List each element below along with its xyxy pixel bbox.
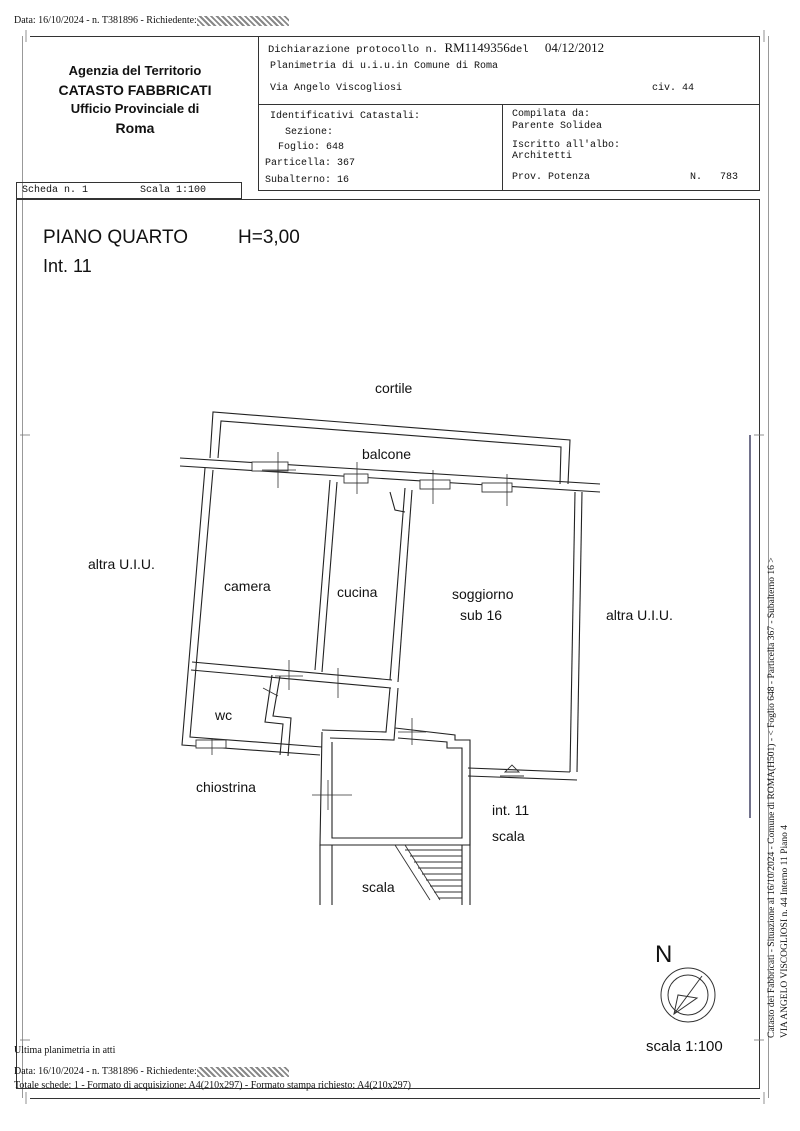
sezione: Sezione: (285, 127, 334, 138)
room-cucina: cucina (337, 584, 378, 600)
room-wc: wc (215, 707, 233, 723)
prov: Prov. Potenza (512, 172, 591, 183)
room-chiostrina: chiostrina (196, 779, 256, 795)
floor-title: PIANO QUARTO (43, 227, 188, 248)
declaration-date: 04/12/2012 (544, 40, 605, 55)
civ-number: civ. 44 (652, 83, 695, 94)
top-date-text: Data: 16/10/2024 - n. T381896 - Richiedente: (14, 15, 197, 26)
redacted-requester-footer (197, 1067, 289, 1077)
declaration-del: del (509, 44, 529, 56)
north-arrow-icon (661, 968, 715, 1022)
planimetria-line: Planimetria di u.i.u.in Comune di Roma (270, 61, 499, 72)
room-altra-left: altra U.I.U. (88, 556, 155, 572)
north-label: N (655, 941, 673, 968)
room-cortile: cortile (375, 380, 413, 396)
agency-line3: Ufficio Provinciale di (70, 101, 200, 116)
room-int11: int. 11 (492, 802, 530, 818)
side-line-1: Catasto dei Fabbricati - Situazione al 16/10/2024 - Comune di ROMA(H501) - < Foglio 648 - Particella 367 - Subalterno 16 > (767, 557, 777, 1038)
footer-date-line (14, 1066, 289, 1077)
iscritto-label: Iscritto all'albo: (512, 140, 621, 151)
scheda-scale: Scala 1:100 (140, 185, 207, 196)
scheda-number: Scheda n. 1 (22, 185, 89, 196)
room-scala-2: scala (362, 879, 395, 895)
address-line: Via Angelo Viscogliosi (270, 83, 403, 94)
room-soggiorno: soggiorno (452, 586, 514, 602)
agency-line2: CATASTO FABBRICATI (58, 82, 212, 98)
room-scala-1: scala (492, 828, 525, 844)
subalterno: Subalterno: 16 (265, 175, 350, 186)
agency-line1: Agenzia del Territorio (68, 63, 202, 78)
side-line-2: VIA ANGELO VISCOGLIOSI n. 44 Interno 11 Piano 4 (780, 825, 790, 1038)
identificativi-label: Identificativi Catastali: (270, 111, 421, 122)
prov-n: N. (690, 172, 703, 183)
compilata-label: Compilata da: (512, 109, 591, 120)
interior-number: Int. 11 (43, 256, 92, 276)
particella: Particella: 367 (265, 158, 356, 169)
ultima-planimetria: Ultima planimetria in atti (14, 1045, 116, 1056)
room-camera: camera (224, 578, 271, 594)
prov-number: 783 (720, 172, 739, 183)
agency-line4: Roma (115, 120, 155, 136)
side-cadastral-text (766, 478, 792, 1038)
declaration-label: Dichiarazione protocollo n. (268, 44, 439, 56)
iscritto-value: Architetti (512, 151, 573, 162)
room-balcone: balcone (362, 446, 412, 462)
declaration-number: RM1149356 (444, 40, 510, 55)
totale-schede: Totale schede: 1 - Formato di acquisizione: A4(210x297) - Formato stampa richiesto: A4(210x297) (14, 1080, 411, 1091)
plan-scale: scala 1:100 (646, 1038, 723, 1055)
room-sub: sub 16 (460, 607, 503, 623)
foglio: Foglio: 648 (278, 142, 345, 153)
footer-date-text: Data: 16/10/2024 - n. T381896 - Richiedente: (14, 1066, 197, 1077)
room-altra-right: altra U.I.U. (606, 607, 673, 623)
floor-height: H=3,00 (238, 227, 300, 248)
compilata-name: Parente Solidea (512, 121, 603, 132)
